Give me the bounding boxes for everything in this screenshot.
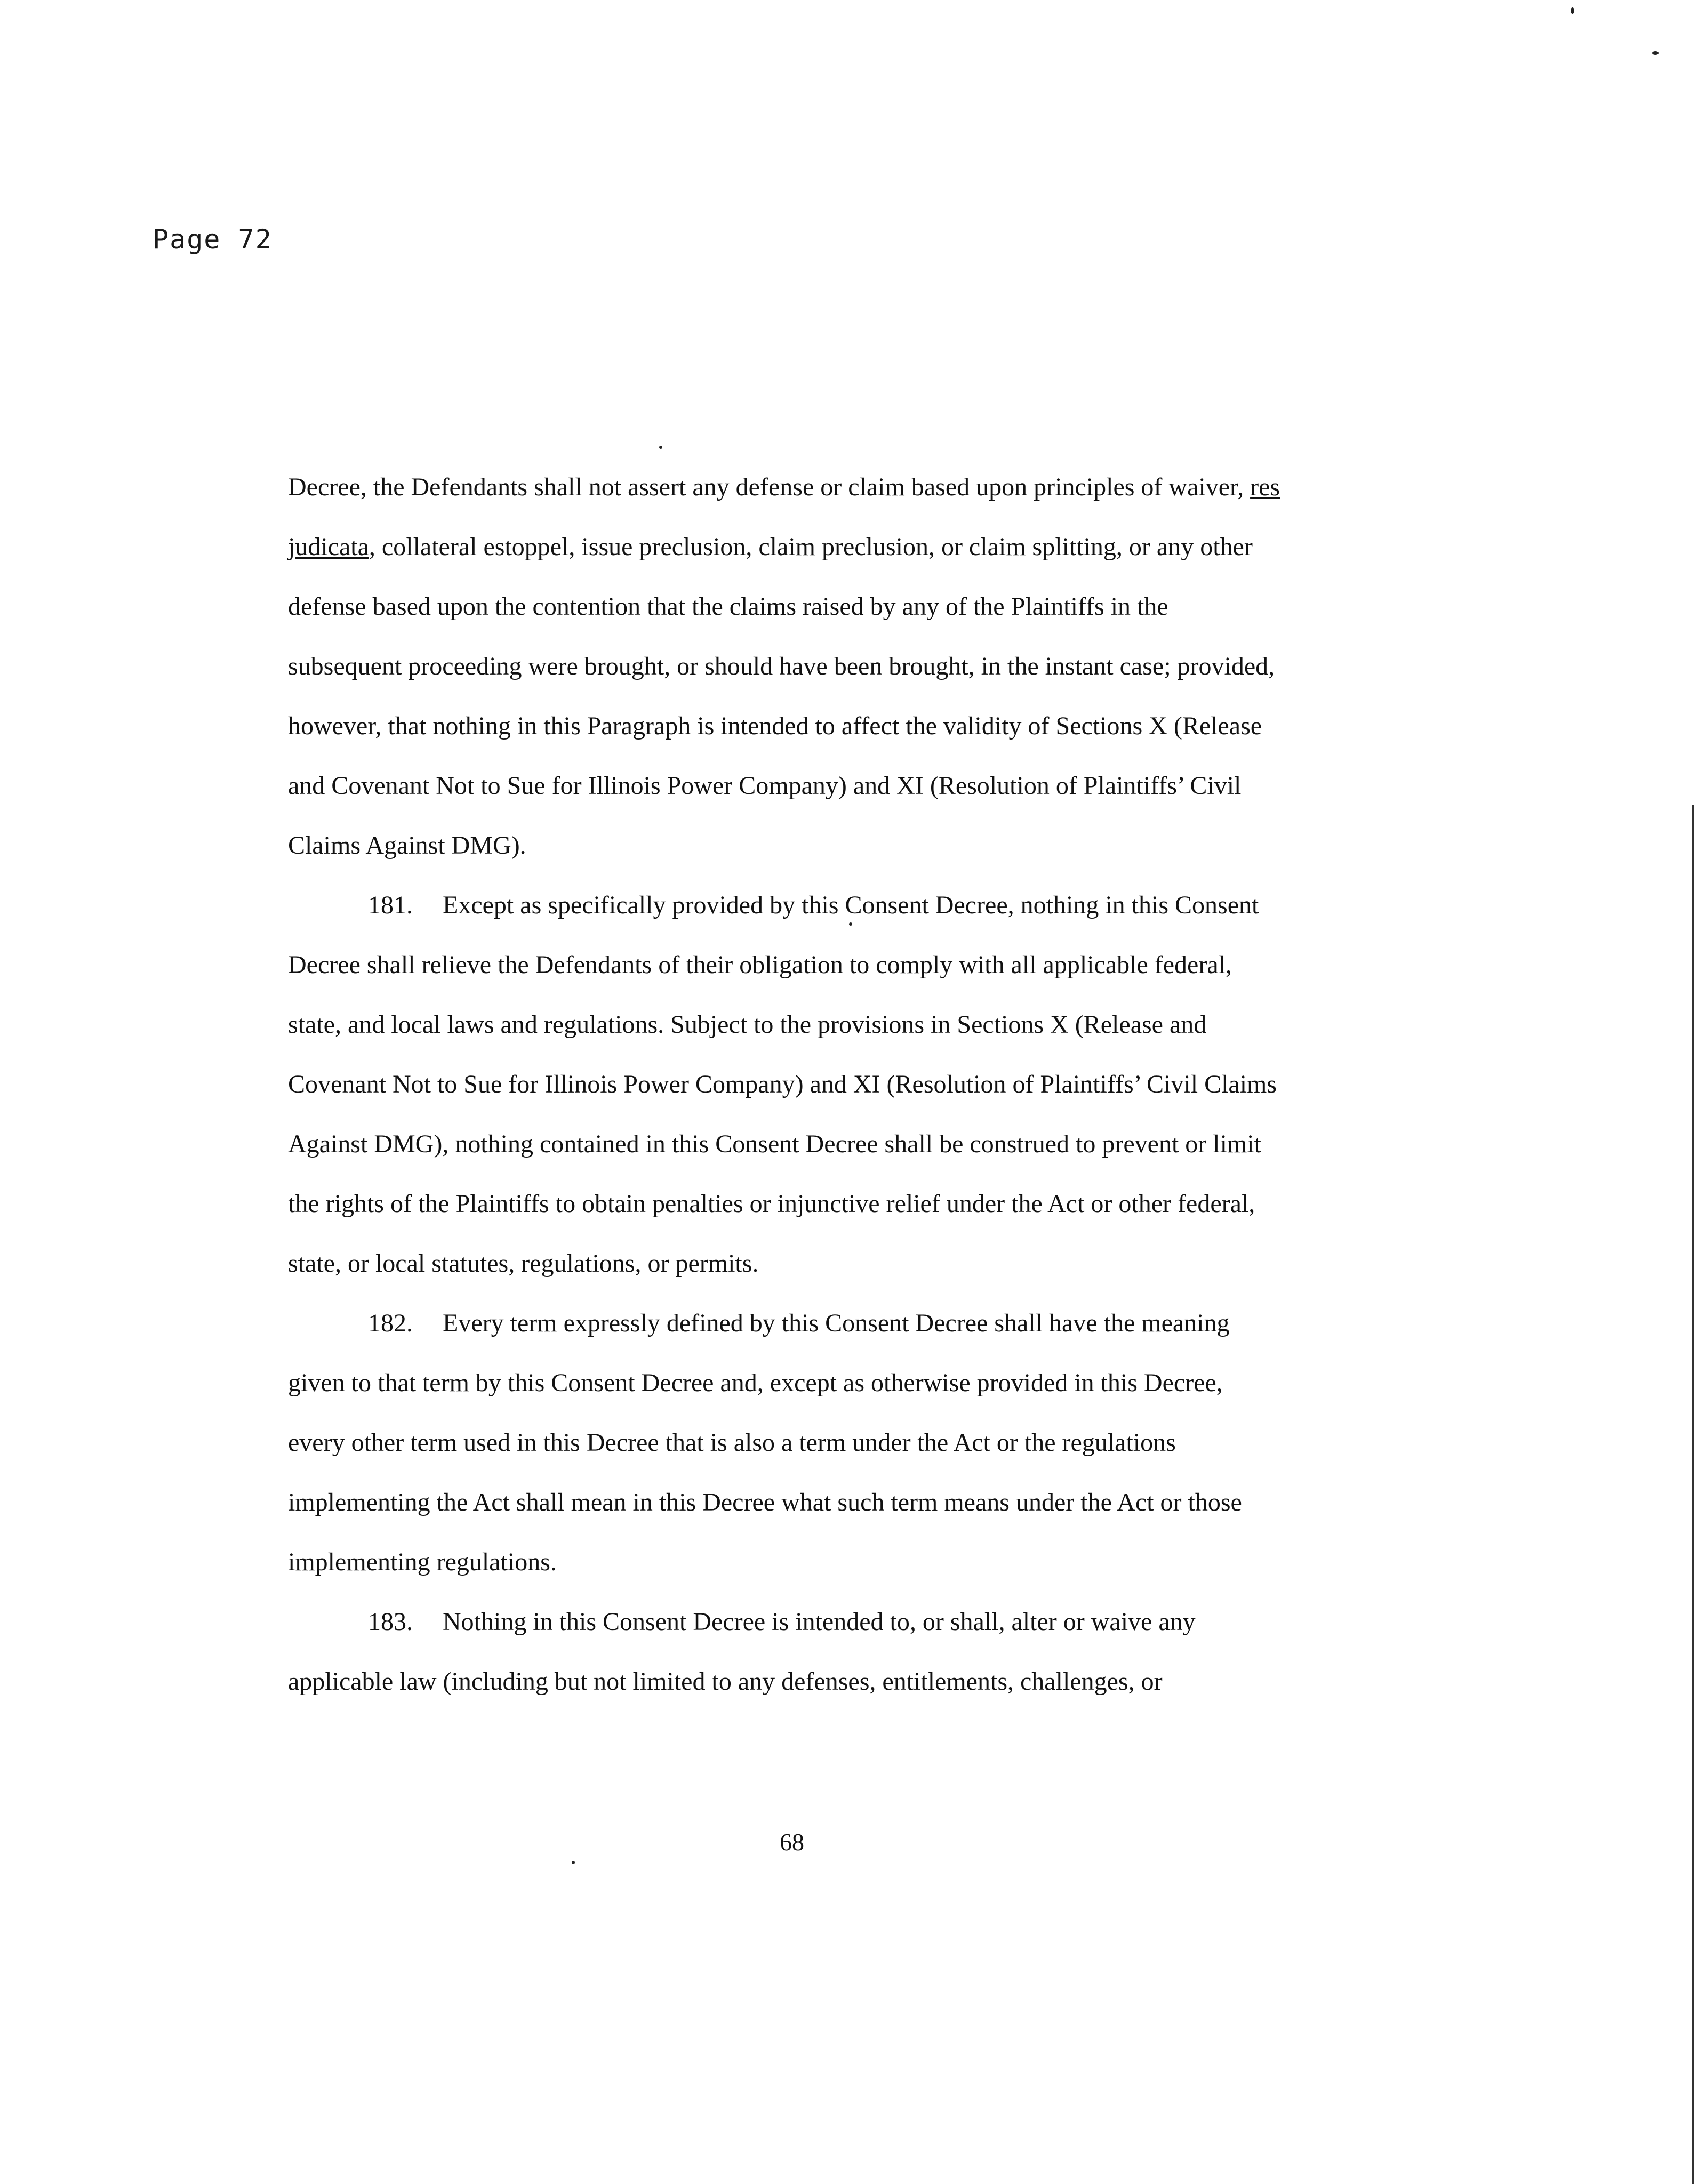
scan-speck <box>572 1861 575 1864</box>
text-line: defense based upon the contention that the claims raised by any of the Plaintiffs in the <box>288 592 1168 621</box>
paragraph-181 <box>288 876 1317 1294</box>
text-line: Decree shall relieve the Defendants of their obligation to comply with all applicable federal, <box>288 951 1232 979</box>
text-line: however, that nothing in this Paragraph is intended to affect the validity of Sections X (Release <box>288 712 1262 740</box>
text-line: implementing the Act shall mean in this Decree what such term means under the Act or those <box>288 1488 1242 1516</box>
paragraph-number: 181. <box>368 891 413 919</box>
document-body <box>288 457 1317 1712</box>
scan-edge-line <box>1692 805 1694 2184</box>
text-line: subsequent proceeding were brought, or should have been brought, in the instant case; provided, <box>288 652 1275 680</box>
scan-speck <box>659 446 662 449</box>
paragraph-number: 183. <box>368 1608 413 1636</box>
text-line: Nothing in this Consent Decree is intended to, or shall, alter or waive any <box>443 1608 1196 1636</box>
text-line: and Covenant Not to Sue for Illinois Power Company) and XI (Resolution of Plaintiffs’ Civil <box>288 772 1242 800</box>
scan-speck <box>1571 7 1574 14</box>
paragraph-183 <box>288 1592 1317 1712</box>
text-line: applicable law (including but not limited to any defenses, entitlements, challenges, or <box>288 1667 1163 1696</box>
page-number: 68 <box>780 1828 804 1856</box>
text-line: Covenant Not to Sue for Illinois Power Company) and XI (Resolution of Plaintiffs’ Civil Claims <box>288 1070 1277 1098</box>
text-line: Against DMG), nothing contained in this Consent Decree shall be construed to prevent or limit <box>288 1130 1261 1158</box>
continuation-paragraph <box>288 457 1317 876</box>
text-line: every other term used in this Decree that is also a term under the Act or the regulations <box>288 1428 1176 1457</box>
scan-speck <box>849 922 852 926</box>
text-line: Except as specifically provided by this Consent Decree, nothing in this Consent <box>443 891 1259 919</box>
scan-speck <box>1652 51 1659 55</box>
page-label: Page 72 <box>153 224 273 255</box>
text-line: Every term expressly defined by this Consent Decree shall have the meaning <box>443 1309 1230 1337</box>
text-line: the rights of the Plaintiffs to obtain penalties or injunctive relief under the Act or other federal, <box>288 1190 1255 1218</box>
text-line: Claims Against DMG). <box>288 831 526 860</box>
text-line: Decree, the Defendants shall not assert any defense or claim based upon principles of waiver, <box>288 473 1251 501</box>
text-line: given to that term by this Consent Decree and, except as otherwise provided in this Decree, <box>288 1369 1223 1397</box>
underlined-term: judicata <box>288 533 369 561</box>
text-line: implementing regulations. <box>288 1548 557 1576</box>
underlined-term: res <box>1250 473 1280 501</box>
paragraph-number: 182. <box>368 1309 413 1337</box>
text-line: , collateral estoppel, issue preclusion, claim preclusion, or claim splitting, or any other <box>369 533 1253 561</box>
paragraph-182 <box>288 1294 1317 1592</box>
text-line: state, or local statutes, regulations, or permits. <box>288 1249 759 1278</box>
text-line: state, and local laws and regulations. Subject to the provisions in Sections X (Release and <box>288 1010 1207 1039</box>
